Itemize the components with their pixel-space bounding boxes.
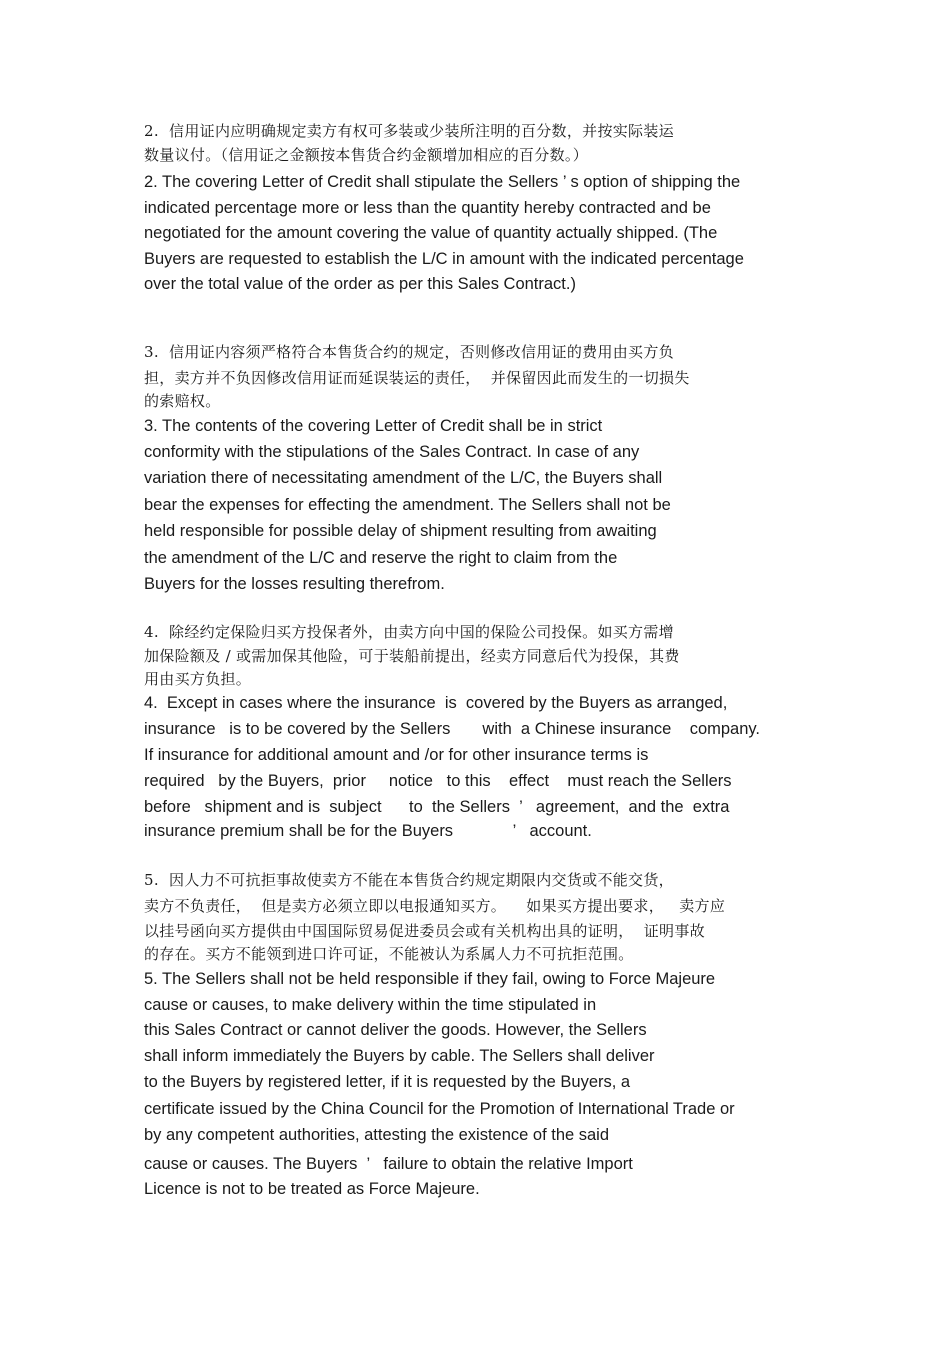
clause-4-en-line: before shipment and is subject to the Sellers ’ agreement, and the extra <box>144 798 730 816</box>
clause-5-zh-line: 的存在。买方不能领到进口许可证，不能被认为系属人力不可抗拒范围。 <box>144 945 634 963</box>
clause-2-en-line: 2. The covering Letter of Credit shall stipulate the Sellers ’ s option of shipping the <box>144 173 741 191</box>
clause-5-en-line: certificate issued by the China Council for the Promotion of International Trade or <box>144 1100 735 1118</box>
clause-5-en-line: Licence is not to be treated as Force Majeure. <box>144 1180 480 1198</box>
clause-3-en-line: conformity with the stipulations of the Sales Contract. In case of any <box>144 443 640 461</box>
clause-5-zh-line: 卖方不负责任， 但是卖方必须立即以电报通知买方。 如果买方提出要求， 卖方应 <box>144 897 726 915</box>
clause-3-zh-line: 的索赔权。 <box>144 392 221 410</box>
clause-3-en-line: variation there of necessitating amendment of the L/C, the Buyers shall <box>144 469 663 487</box>
clause-4-en-line: required by the Buyers, prior notice to this effect must reach the Sellers <box>144 772 732 790</box>
clause-2-en-line: negotiated for the amount covering the value of quantity actually shipped. (The <box>144 224 718 242</box>
clause-5-en-line: cause or causes, to make delivery within the time stipulated in <box>144 996 597 1014</box>
clause-4-zh-line: 用由买方负担。 <box>144 670 252 688</box>
clause-3-en-line: held responsible for possible delay of shipment resulting from awaiting <box>144 522 657 540</box>
clause-5-zh-line: 以挂号函向买方提供由中国国际贸易促进委员会或有关机构出具的证明， 证明事故 <box>144 922 705 940</box>
clause-5-zh-line: 5. 因人力不可抗拒事故使卖方不能在本售货合约规定期限内交货或不能交货， <box>144 871 674 889</box>
clause-4-en-line: If insurance for additional amount and /or for other insurance terms is <box>144 746 649 764</box>
clause-4-en-line: insurance is to be covered by the Sellers with a Chinese insurance company. <box>144 720 761 738</box>
clause-3-en-line: bear the expenses for effecting the amendment. The Sellers shall not be <box>144 496 671 514</box>
clause-3-en-line: Buyers for the losses resulting therefrom. <box>144 575 445 593</box>
clause-2-zh-line: 2. 信用证内应明确规定卖方有权可多装或少装所注明的百分数，并按实际装运 <box>144 122 674 140</box>
clause-4-en-line: 4. Except in cases where the insurance is covered by the Buyers as arranged, <box>144 694 728 712</box>
clause-3-zh-line: 3. 信用证内容须严格符合本售货合约的规定，否则修改信用证的费用由买方负 <box>144 343 674 361</box>
clause-5-en-line: by any competent authorities, attesting the existence of the said <box>144 1126 610 1144</box>
clause-4-zh-line: 加保险额及 / 或需加保其他险，可于装船前提出，经卖方同意后代为投保，其费 <box>144 647 680 665</box>
clause-2-en-line: over the total value of the order as per this Sales Contract.) <box>144 275 576 293</box>
clause-2-en-line: indicated percentage more or less than the quantity hereby contracted and be <box>144 199 711 217</box>
clause-2-zh-line: 数量议付。（信用证之金额按本售货合约金额增加相应的百分数。） <box>144 146 589 164</box>
clause-4-en-line: insurance premium shall be for the Buyers ’ account. <box>144 822 592 840</box>
clause-5-en-line: cause or causes. The Buyers ’ failure to obtain the relative Import <box>144 1155 633 1173</box>
clause-5-en-line: shall inform immediately the Buyers by cable. The Sellers shall deliver <box>144 1047 655 1065</box>
clause-3-en-line: 3. The contents of the covering Letter of Credit shall be in strict <box>144 417 603 435</box>
clause-5-en-line: to the Buyers by registered letter, if it is requested by the Buyers, a <box>144 1073 631 1091</box>
clause-3-zh-line: 担，卖方并不负因修改信用证而延误装运的责任， 并保留因此而发生的一切损失 <box>144 369 690 387</box>
clause-5-en-line: this Sales Contract or cannot deliver the goods. However, the Sellers <box>144 1021 647 1039</box>
clause-4-zh-line: 4. 除经约定保险归买方投保者外，由卖方向中国的保险公司投保。如买方需增 <box>144 623 674 641</box>
clause-5-en-line: 5. The Sellers shall not be held responsible if they fail, owing to Force Majeure <box>144 970 716 988</box>
clause-3-en-line: the amendment of the L/C and reserve the right to claim from the <box>144 549 618 567</box>
clause-2-en-line: Buyers are requested to establish the L/C in amount with the indicated percentage <box>144 250 744 268</box>
